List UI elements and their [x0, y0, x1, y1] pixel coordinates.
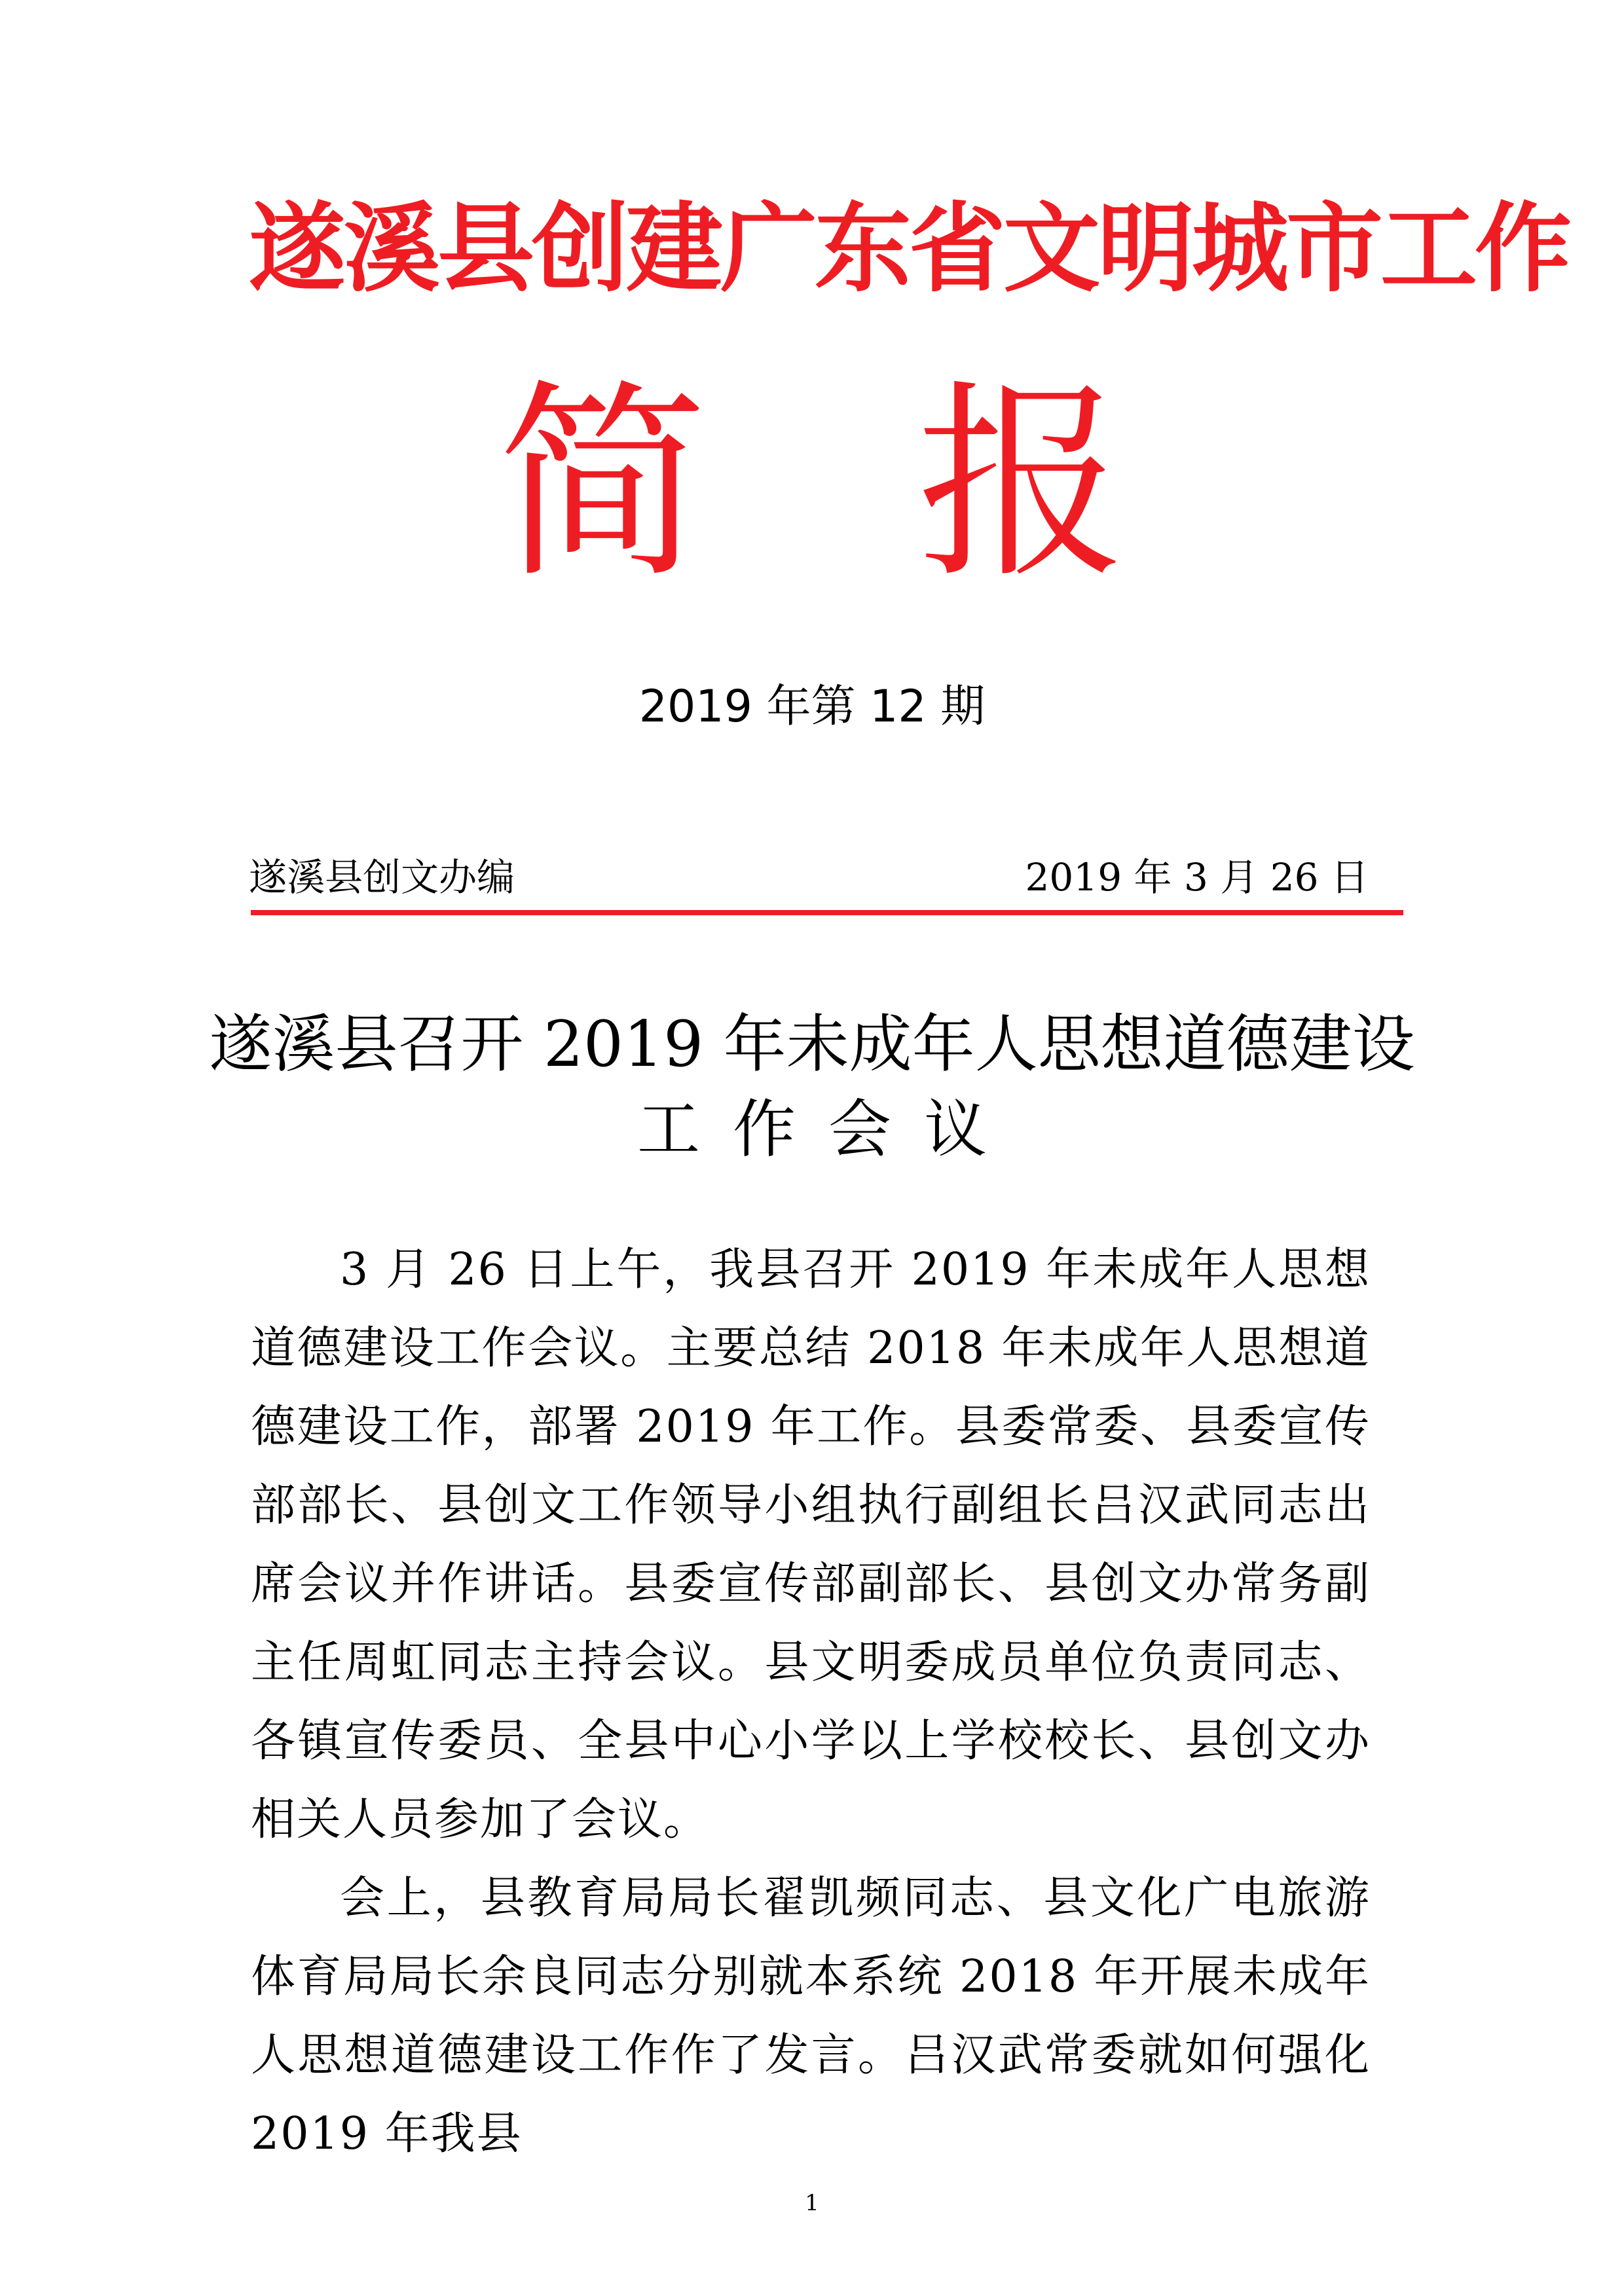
meta-row: [249, 851, 1369, 903]
article-paragraph: 3 月 26 日上午，我县召开 2019 年未成年人思想道德建设工作会议。主要总结 2018 年未成年人思想道德建设工作，部署 2019 年工作。县委常委、县委宣传部部长、县创文工作领导小组执行副组长吕汉武同志出席会议并作讲话。县委宣传部副部长、县创文办常务副主任周虹同志主持会议。县文明委成员单位负责同志、各镇宣传委员、全县中心小学以上学校校长、县创文办相关人员参加了会议。: [251, 1244, 1371, 1846]
publish-date: 2019 年 3 月 26 日: [1025, 855, 1369, 900]
red-divider: [251, 910, 1403, 915]
article-title-line-1: 遂溪县召开 2019 年未成年人思想道德建设: [209, 1008, 1415, 1081]
article-title: [196, 1002, 1428, 1172]
article-paragraph: 会上，县教育局局长翟凯频同志、县文化广电旅游体育局局长余良同志分别就本系统 2018 年开展未成年人思想道德建设工作作了发言。吕汉武常委就如何强化 2019 年我县: [251, 1872, 1371, 2160]
masthead-subtitle: [0, 363, 1624, 606]
page-number: 1: [805, 2190, 819, 2216]
issue-number: 2019 年第 12 期: [638, 681, 986, 733]
article-body: [251, 1231, 1371, 2174]
masthead-title: 遂溪县创建广东省文明城市工作: [249, 192, 1569, 305]
publisher-label: 遂溪县创文办编: [249, 855, 515, 900]
article-title-line-2: 工作会议: [637, 1093, 1020, 1166]
masthead-subtitle-right: 报: [917, 363, 1126, 606]
masthead-subtitle-left: 简: [498, 363, 707, 606]
